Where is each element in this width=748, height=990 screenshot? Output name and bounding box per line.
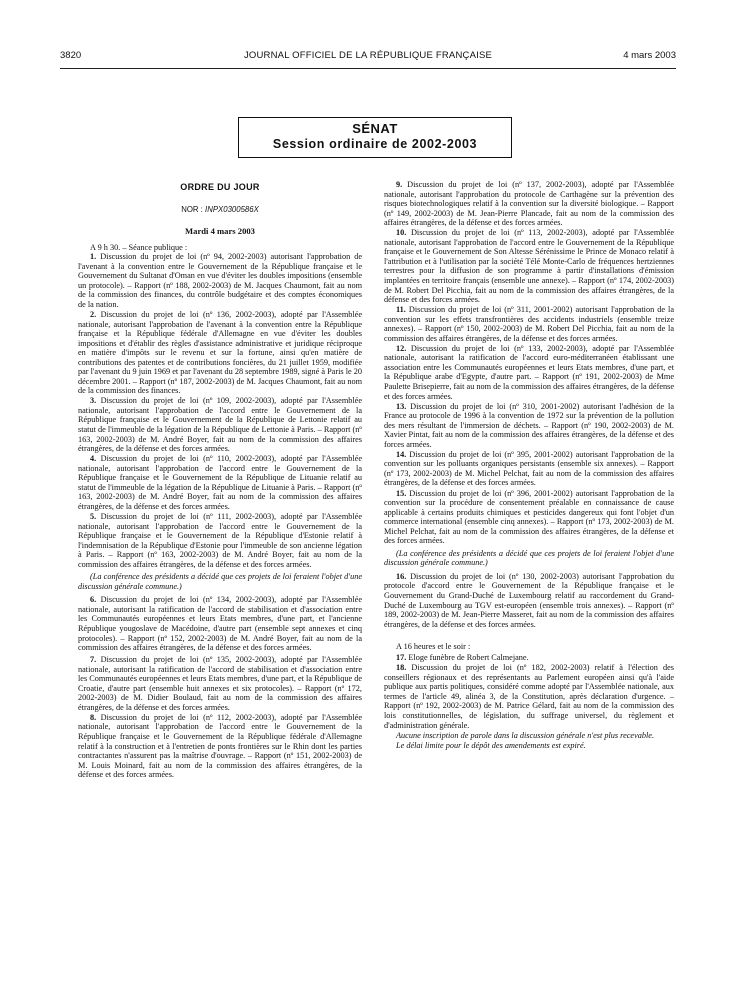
item-text: Discussion du projet de loi (nº 111, 2002-2003), adopté par l'Assemblée nationale, autorisant l'approbation de l'accord entre le Gouvernement de la République française et le Gouvernement de la République d'Estonie relatif à l'indemnisation de la République d'Estonie pour l'immeuble de son ancienne légation à Paris. – Rapport (nº 163, 2002-2003) de M. André Boyer, fait au nom de la commission des affaires étrangères, de la défense et des forces armées. (78, 511, 363, 569)
agenda-item (384, 450, 674, 488)
item-number: 15. (396, 488, 407, 498)
item-number: 9. (396, 180, 403, 189)
item-number: 6. (90, 595, 97, 605)
issue-date: 4 mars 2003 (623, 50, 676, 61)
closing-note: Aucune inscription de parole dans la discussion générale n'est plus recevable. (396, 731, 655, 741)
agenda-item (384, 663, 674, 730)
nor-reference (78, 205, 362, 215)
item-text: Discussion du projet de loi (nº 133, 2002-2003), adopté par l'Assemblée nationale, autorisant la ratification de l'accord euro-méditerranéen établissant une association entre les Communautés européennes et leurs Etats membres, d'une part, et la République arabe d'Egypte, d'autre part. – Rapport (nº 191, 2002-2003) de Mme Paulette Brisepierre, fait au nom de la commission des affaires étrangères, de la défense et des forces armées. (384, 343, 675, 401)
agenda-item (78, 655, 362, 712)
item-number: 2. (90, 309, 97, 319)
agenda-item (384, 489, 674, 546)
item-text: Discussion du projet de loi (nº 113, 2002-2003), adopté par l'Assemblée nationale, autorisant l'approbation de l'accord entre le Gouvernement de la République française et le Gouvernement de Son Altesse Sérénissime le Prince de Monaco relatif à l'attribution et à l'utilisation par la société Télé Monte-Carlo de fréquences hertziennes terrestres pour la diffusion de son programme à partir d'installations d'émission implantées en territoire français (ensemble une annexe). – Rapport (nº 174, 2002-2003) de M. Robert Del Picchia, fait au nom de la commission des affaires étrangères, de la défense et des forces armées. (384, 228, 674, 305)
item-text: Discussion du projet de loi (nº 94, 2002-2003) autorisant l'approbation de l'avenant à la convention entre le Gouvernement de la République française et le Gouvernement du Sultanat d'Oman en vue d'éviter les doubles impositions (ensemble un protocole). – Rapport (nº 188, 2002-2003) de M. Jacques Chaumont, fait au nom de la commission des finances, du contrôle budgétaire et des comptes économiques de la nation. (78, 252, 362, 309)
header-rule (60, 68, 676, 69)
item-number: 3. (90, 396, 97, 406)
ordre-du-jour-title: ORDRE DU JOUR (180, 182, 260, 192)
item-text: Discussion du projet de loi (nº 130, 2002-2003) autorisant l'approbation du protocole d'accord entre le Gouvernement de la République française et le Gouvernement du Grand-Duché de Luxembourg relatif au raccordement du Grand-Duché de Luxembourg au TGV est-européen (ensemble trois annexes). – Rapport (nº 189, 2002-2003) de M. Jean-Pierre Masseret, fait au nom de la commission des affaires étrangères, de la défense et des forces armées. (384, 571, 675, 629)
agenda-item (78, 252, 362, 309)
nor-value: INPX0300586X (205, 204, 259, 214)
left-column (78, 180, 362, 780)
nor-label: NOR : (181, 204, 203, 214)
journal-title: JOURNAL OFFICIEL DE LA RÉPUBLIQUE FRANÇAISE (243, 50, 493, 61)
agenda-item (384, 180, 674, 228)
item-text: Discussion du projet de loi (nº 311, 2001-2002) autorisant l'approbation de la convention sur les effets transfrontières des accidents industriels (ensemble treize annexes). – Rapport (nº 150, 2002-2003) de M. Robert Del Picchia, fait au nom de la commission des affaires étrangères, de la défense et des forces armées. (384, 305, 675, 343)
item-number: 18. (396, 663, 407, 673)
morning-time: A 9 h 30. – Séance publique : (90, 242, 188, 252)
conference-note: (La conférence des présidents a décidé que ces projets de loi feraient l'objet d'une discussion générale commune.) (384, 548, 674, 568)
item-number: 10. (396, 228, 407, 238)
agenda-item (384, 402, 674, 450)
agenda-item (78, 595, 362, 652)
item-text: Discussion du projet de loi (nº 137, 2002-2003), adopté par l'Assemblée nationale, autorisant l'approbation du protocole de Carthagène sur la prévention des risques biotechnologiques relatif à la convention sur la diversité biologique. – Rapport (nº 149, 2002-2003) de M. Jean-Pierre Plancade, fait au nom de la commission des affaires étrangères, de la défense et des forces armées. (384, 180, 675, 228)
senat-title-box (238, 117, 512, 158)
item-number: 4. (90, 454, 97, 464)
item-text: Discussion du projet de loi (nº 310, 2001-2002) autorisant l'adhésion de la France au protocole de 1996 à la convention de 1972 sur la prévention de la pollution des mers résultant de l'immersion de déchets. – Rapport (nº 190, 2002-2003) de M. Xavier Pintat, fait au nom de la commission des affaires étrangères, de la défense et des forces armées. (384, 401, 674, 449)
item-number: 12. (396, 343, 407, 353)
senat-title: SÉNAT (352, 121, 398, 136)
agenda-item (384, 572, 674, 629)
agenda-item (78, 310, 362, 396)
item-text: Discussion du projet de loi (nº 134, 2002-2003), adopté par l'Assemblée nationale, autorisant la ratification de l'accord de stabilisation et d'association entre les Communautés européennes et leurs Etats membres, d'une part, et l'ancienne République yougoslave de Macédoine, d'autre part (ensemble sept annexes et cinq protocoles). – Rapport (nº 152, 2002-2003) de M. André Boyer, fait au nom de la commission des affaires étrangères, de la défense et des forces armées. (78, 595, 362, 653)
page-header (60, 50, 676, 64)
agenda-item (78, 454, 362, 511)
agenda-item (384, 228, 674, 304)
item-number: 1. (90, 252, 97, 262)
session-day: Mardi 4 mars 2003 (185, 226, 255, 237)
item-text: Discussion du projet de loi (nº 112, 2002-2003), adopté par l'Assemblée nationale, autorisant l'approbation de l'accord entre le Gouvernement de la République française et le Gouvernement de la République fédérale d'Allemagne relatif à la construction et à l'entretien de ponts frontières sur le Rhin dont les parties contractantes n'assurent pas la maîtrise d'ouvrage. – Rapport (nº 151, 2002-2003) de M. Louis Moinard, fait au nom de la commission des affaires étrangères, de la défense et des forces armées. (78, 712, 362, 780)
item-number: 7. (90, 655, 97, 665)
agenda-item (384, 305, 674, 343)
afternoon-time: A 16 heures et le soir : (396, 641, 471, 651)
item-number: 14. (396, 449, 407, 459)
item-number: 17. (396, 653, 407, 663)
item-number: 11. (396, 305, 406, 315)
conference-note: (La conférence des présidents a décidé que ces projets de loi feraient l'objet d'une discussion générale commune.) (78, 572, 362, 591)
item-text: Discussion du projet de loi (nº 396, 2001-2002) autorisant l'approbation de la convention sur la procédure de consentement préalable en connaissance de cause applicable à certains produits chimiques et pesticides dangereux qui font l'objet d'un commerce international (ensemble cinq annexes). – Rapport (nº 173, 2002-2003) de M. Michel Pelchat, fait au nom de la commission des affaires étrangères, de la défense et des forces armées. (384, 488, 675, 546)
item-number: 16. (396, 571, 407, 581)
item-text: Discussion du projet de loi (nº 135, 2002-2003), adopté par l'Assemblée nationale, autorisant la ratification de l'accord de stabilisation et d'association entre les Communautés européennes et leurs Etats membres, d'une part, et la République de Croatie, d'autre part (ensemble huit annexes et six protocoles). – Rapport (nº 172, 2002-2003) de M. Didier Boulaud, fait au nom de la commission des affaires étrangères, de la défense et des forces armées. (78, 655, 362, 712)
agenda-item (78, 512, 362, 569)
agenda-item (78, 713, 362, 780)
page-number: 3820 (60, 50, 82, 61)
item-text: Eloge funèbre de Robert Calmejane. (408, 653, 529, 663)
item-text: Discussion du projet de loi (nº 136, 2002-2003), adopté par l'Assemblée nationale, autorisant l'approbation de l'avenant à la convention entre la République française et la République fédérale d'Allemagne en vue d'éviter les doubles impositions et d'établir des règles d'assistance administrative et juridique réciproque en matière d'impôts sur le revenu et sur la fortune, ainsi qu'en matière de contributions des patentes et de contributions foncières, du 21 juillet 1959, modifiée par l'avenant du 9 juin 1969 et par l'avenant du 28 septembre 1989, signé à Paris le 20 décembre 2001. – Rapport (nº 187, 2002-2003) de M. Jacques Chaumont, fait au nom de la commission des finances. (78, 309, 362, 396)
agenda-item (384, 653, 674, 663)
session-title: Session ordinaire de 2002-2003 (272, 137, 478, 151)
item-number: 5. (90, 511, 97, 521)
item-text: Discussion du projet de loi (nº 182, 2002-2003) relatif à l'élection des conseillers régionaux et des représentants au Parlement européen ainsi qu'à l'aide publique aux partis politiques, considéré comme adopté par l'Assemblée nationale, aux termes de l'article 49, alinéa 3, de la Constitution, après déclaration d'urgence. – Rapport (nº 192, 2002-2003) de M. Patrice Gélard, fait au nom de la commission des lois constitutionnelles, de législation, du suffrage universel, du règlement et d'administration générale. (384, 663, 674, 730)
agenda-item (384, 344, 674, 401)
right-column (384, 180, 674, 754)
agenda-item (78, 396, 362, 453)
item-text: Discussion du projet de loi (nº 395, 2001-2002) autorisant l'approbation de la convention sur les polluants organiques persistants (ensemble six annexes). – Rapport (nº 173, 2002-2003) de M. Michel Pelchat, fait au nom de la commission des affaires étrangères, de la défense et des forces armées. (384, 449, 675, 488)
item-number: 13. (396, 401, 407, 411)
item-number: 8. (90, 712, 97, 722)
item-text: Discussion du projet de loi (nº 109, 2002-2003), adopté par l'Assemblée nationale, autorisant l'approbation de l'accord entre le Gouvernement de la République française et le Gouvernement de la République de Lettonie relatif au statut de l'immeuble de la légation de la République de Lettonie à Paris. – Rapport (nº 163, 2002-2003) de M. André Boyer, fait au nom de la commission des affaires étrangères, de la défense et des forces armées. (78, 396, 362, 454)
closing-note: Le délai limite pour le dépôt des amendements est expiré. (396, 740, 586, 750)
item-text: Discussion du projet de loi (nº 110, 2002-2003), adopté par l'Assemblée nationale, autorisant l'approbation de l'accord entre le Gouvernement de la République française et le Gouvernement de la République de Lituanie relatif au statut de l'immeuble de la légation de la République de Lituanie à Paris. – Rapport (nº 163, 2002-2003) de M. André Boyer, fait au nom de la commission des affaires étrangères, de la défense et des forces armées. (78, 454, 362, 511)
